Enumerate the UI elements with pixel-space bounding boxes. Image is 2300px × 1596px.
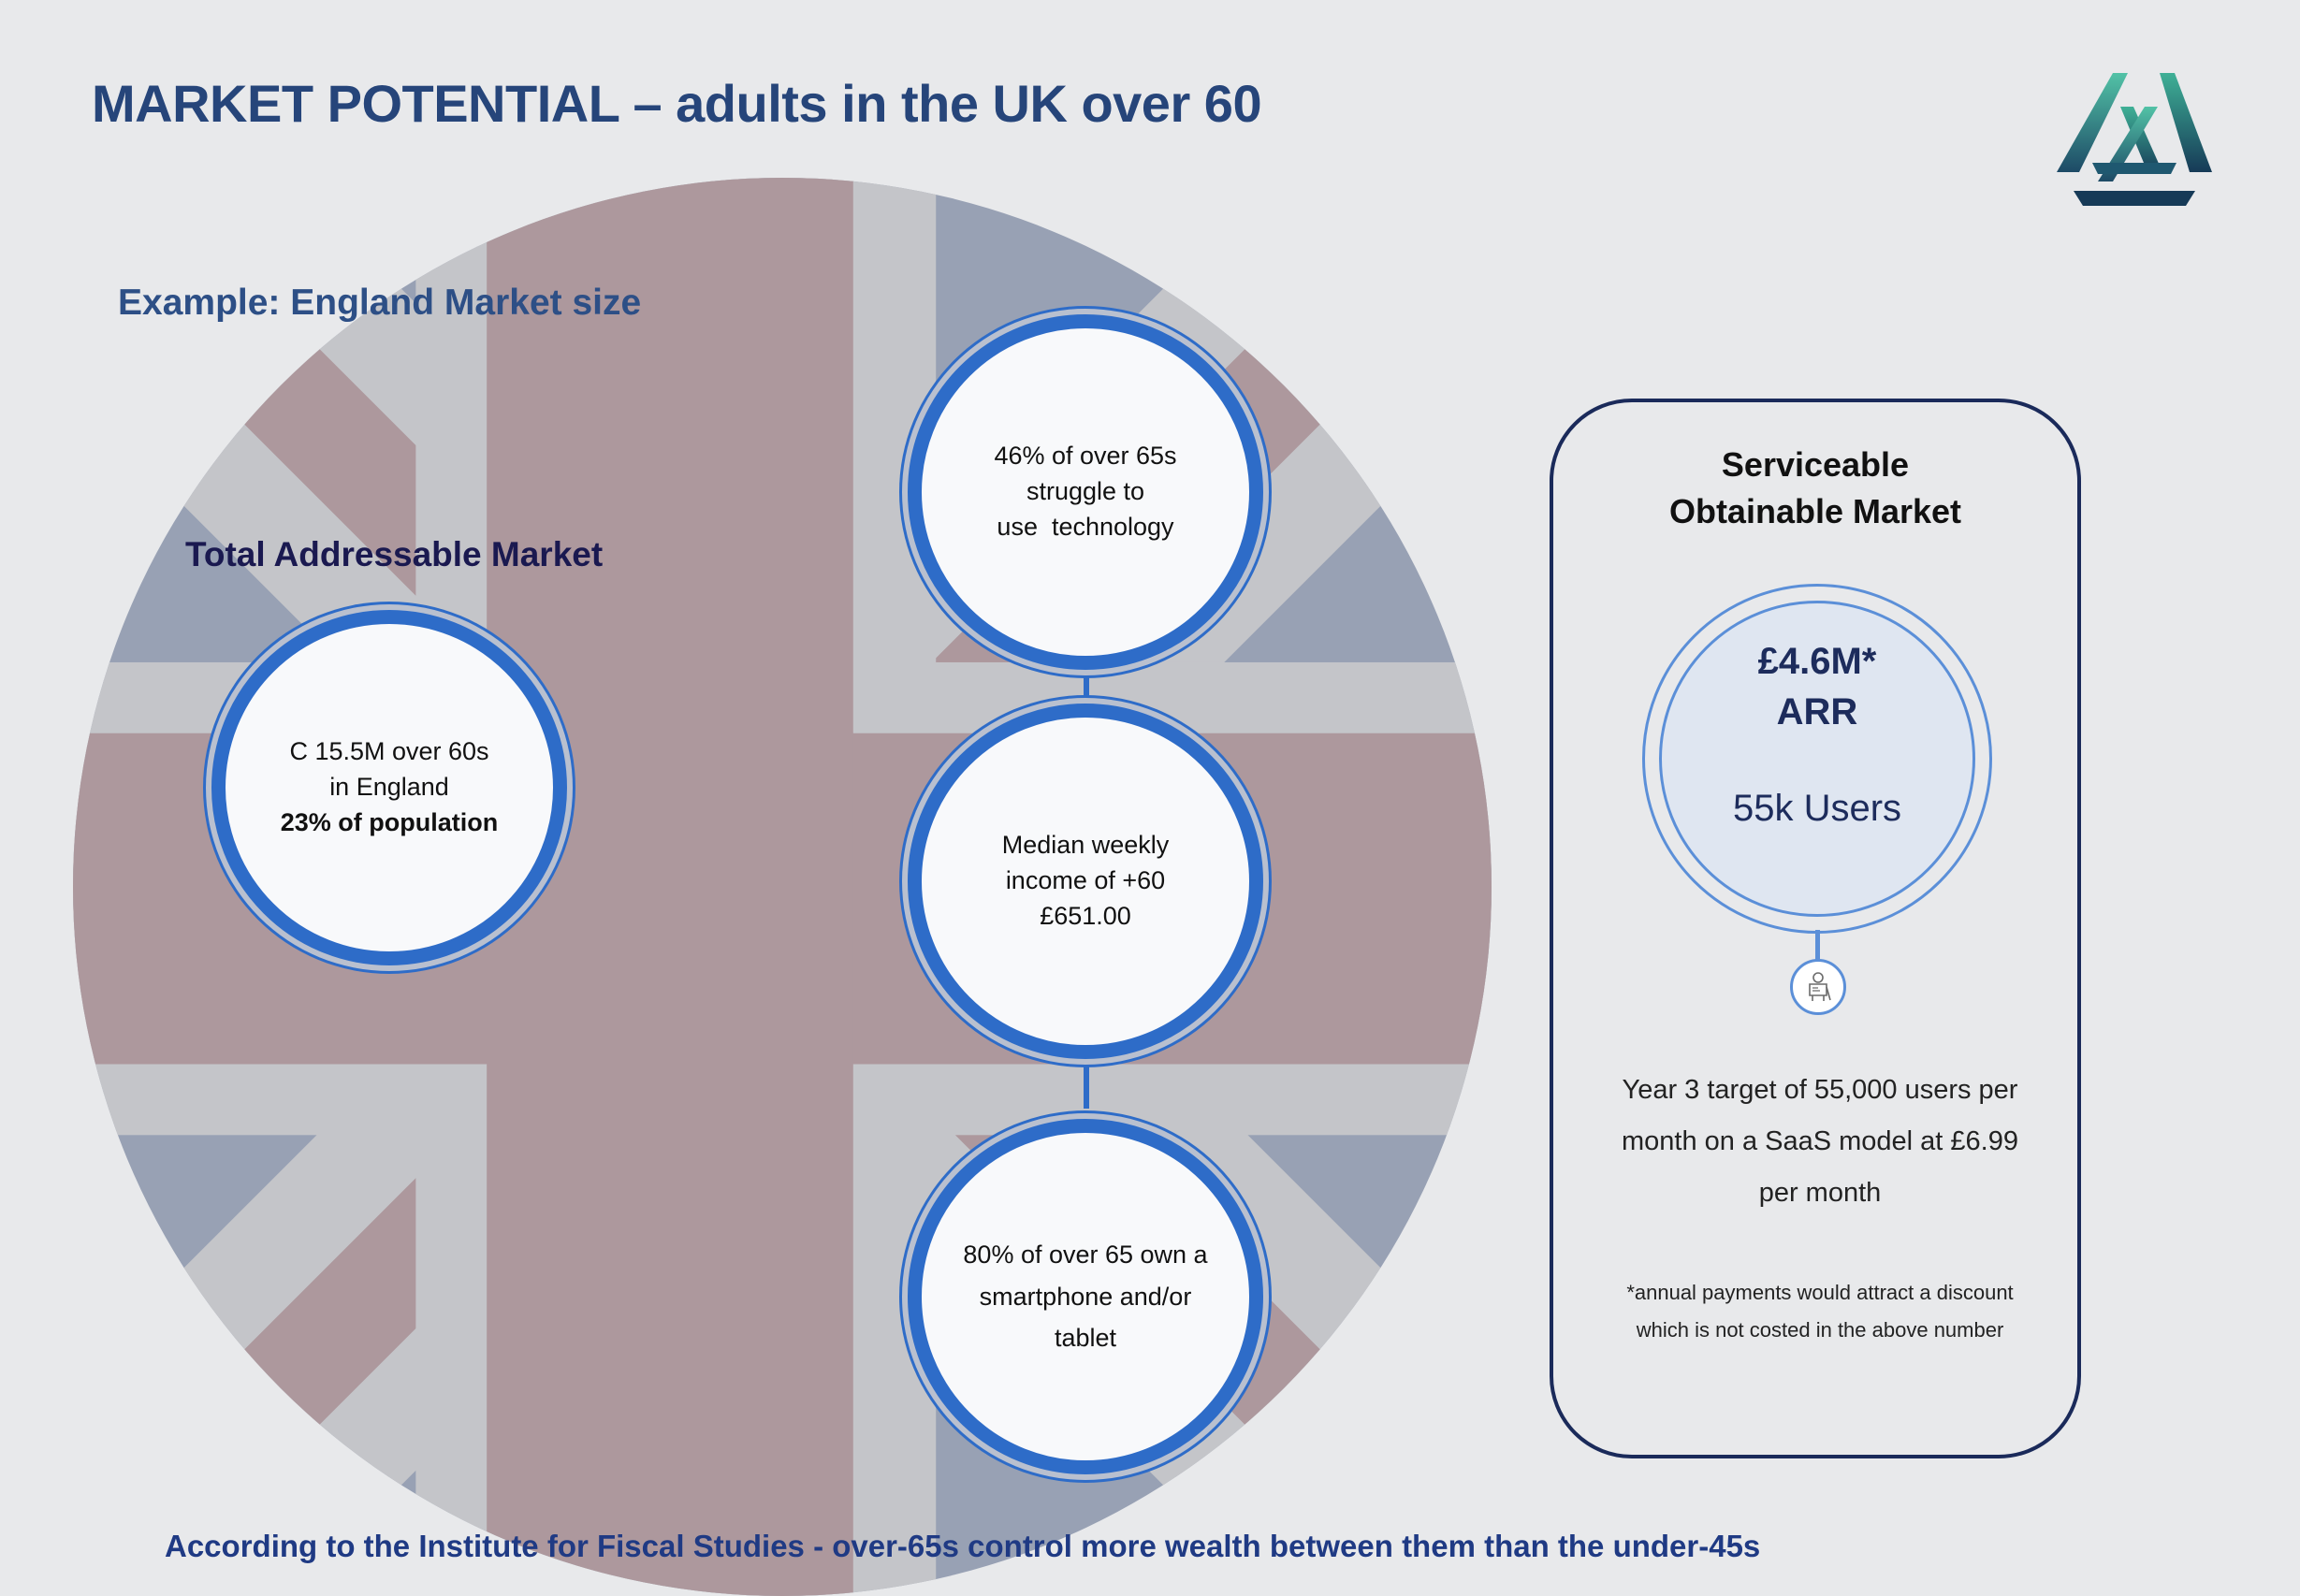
stat-tech-line-3: use technology bbox=[997, 512, 1174, 541]
som-footnote bbox=[1591, 1274, 2049, 1348]
stat-bubble-income bbox=[908, 704, 1263, 1059]
som-desc-line-3: per month bbox=[1758, 1178, 1882, 1209]
tam-line-1: C 15.5M over 60s bbox=[289, 737, 489, 766]
stat-devices-line-1: 80% of over 65 own a bbox=[963, 1241, 1208, 1270]
stat-income-line-3: £651.00 bbox=[1040, 901, 1131, 930]
som-value-amount: £4.6M* bbox=[1757, 641, 1877, 682]
triangle-knot-logo bbox=[2055, 69, 2214, 210]
stat-tech-line-2: struggle to bbox=[1026, 477, 1145, 506]
elderly-person-icon bbox=[1790, 959, 1846, 1015]
som-value-unit: ARR bbox=[1776, 691, 1858, 733]
tam-label: Total Addressable Market bbox=[185, 535, 604, 573]
som-value bbox=[1659, 636, 1975, 737]
stat-devices-line-2: smartphone and/or bbox=[979, 1282, 1192, 1311]
som-desc-line-2: month on a SaaS model at £6.99 bbox=[1621, 1126, 2018, 1157]
stat-bubble-technology bbox=[908, 314, 1263, 670]
tam-line-3: 23% of population bbox=[280, 807, 499, 836]
stat-bubble-devices bbox=[908, 1119, 1263, 1474]
som-description bbox=[1591, 1065, 2049, 1219]
footer-note: According to the Institute for Fiscal Studies - over-65s control more wealth between them than the under-45s bbox=[165, 1529, 1761, 1563]
som-foot-line-2: which is not costed in the above number bbox=[1636, 1317, 2004, 1342]
stat-income-line-1: Median weekly bbox=[1001, 831, 1170, 860]
stat-devices-line-3: tablet bbox=[1054, 1324, 1117, 1353]
stat-tech-line-1: 46% of over 65s bbox=[994, 442, 1177, 471]
page-subtitle: Example: England Market size bbox=[118, 283, 642, 323]
som-desc-line-1: Year 3 target of 55,000 users per bbox=[1622, 1075, 2018, 1105]
stat-income-line-2: income of +60 bbox=[1005, 866, 1166, 895]
tam-bubble bbox=[211, 610, 567, 965]
som-title-line-1: Serviceable bbox=[1721, 445, 1910, 484]
som-title-line-2: Obtainable Market bbox=[1668, 492, 1962, 531]
tam-line-2: in England bbox=[329, 773, 449, 802]
som-title bbox=[1550, 442, 2081, 536]
page-title: MARKET POTENTIAL – adults in the UK over 60 bbox=[92, 74, 1262, 133]
som-users: 55k Users bbox=[1732, 788, 1902, 829]
som-foot-line-1: *annual payments would attract a discount bbox=[1626, 1281, 2014, 1304]
